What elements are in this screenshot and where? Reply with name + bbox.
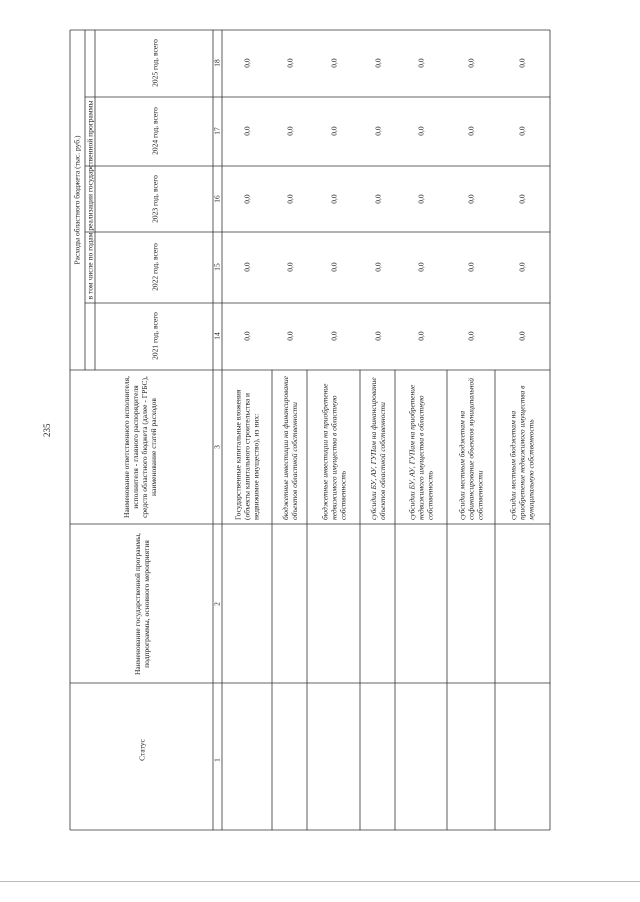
scan-edge-line — [0, 881, 640, 882]
page-number: 235 — [42, 423, 52, 437]
